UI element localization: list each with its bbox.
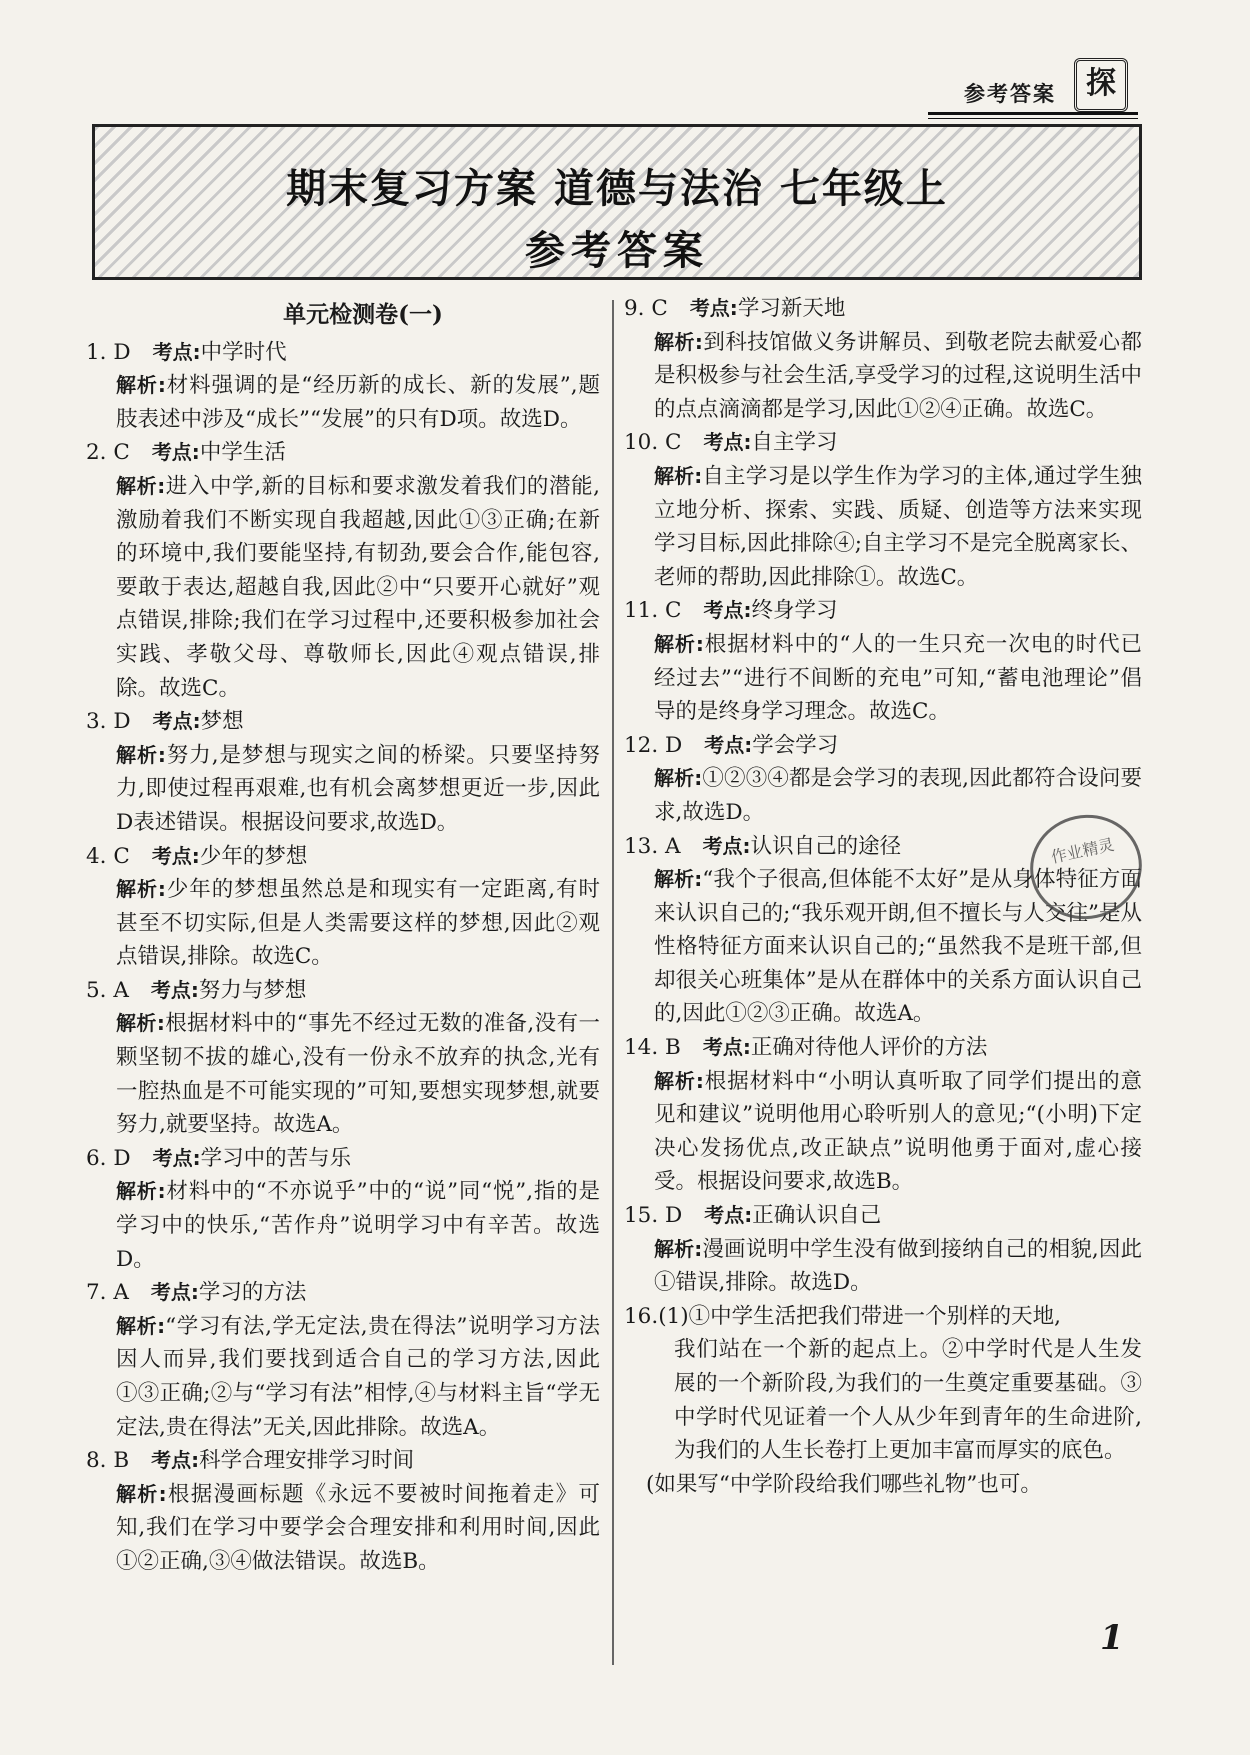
answer-head: [624, 1199, 1142, 1233]
answer-topic: 少年的梦想: [199, 843, 308, 869]
answer-number: 16.: [624, 1303, 659, 1329]
jiexi-label: 解析:: [654, 1236, 703, 1261]
title-banner: [92, 124, 1142, 280]
answer-explanation: [116, 1175, 600, 1276]
header-rule: [928, 112, 1138, 115]
answer-note: (如果写“中学阶段给我们哪些礼物”也可。: [646, 1471, 1042, 1497]
explanation-text: “学习有法,学无定法,贵在得法”说明学习方法因人而异,我们要找到适合自己的学习方法,因此①③正确;②与“学习有法”相悖,④与材料主旨“学无定法,贵在得法”无关,因此排除。故选A。: [116, 1313, 601, 1440]
answer-explanation: [654, 460, 1142, 594]
answer-topic: 学习中的苦与乐: [200, 1145, 352, 1171]
kaodian-label: 考点:: [152, 709, 201, 734]
answer-head: [624, 1031, 1142, 1065]
answer-topic: 学习的方法: [198, 1280, 307, 1306]
kaodian-label: 考点:: [703, 430, 752, 455]
answer-explanation: [116, 739, 600, 840]
answer-number: 6. D: [86, 1145, 131, 1171]
kaodian-label: 考点:: [689, 296, 738, 320]
answer-item: [624, 594, 1142, 728]
answer-part-first: (1)①中学生活把我们带进一个别样的天地,: [658, 1303, 1061, 1329]
jiexi-label: 解析:: [116, 742, 166, 767]
answer-explanation: [654, 1065, 1142, 1199]
answer-explanation: [654, 326, 1142, 427]
answer-item: [86, 436, 600, 705]
answer-topic: 中学生活: [199, 440, 286, 466]
stamp-text: 作业精灵: [1049, 834, 1116, 867]
banner-title: 期末复习方案 道德与法治 七年级上: [286, 166, 948, 212]
answer-head: [86, 974, 600, 1008]
answer-explanation: [116, 873, 600, 974]
answer-head: [86, 1276, 600, 1310]
kaodian-label: 考点:: [151, 843, 200, 868]
brand-logo: 探: [1074, 58, 1128, 112]
explanation-text: 根据材料中“小明认真听取了同学们提出的意见和建议”说明他用心聆听别人的意见;“(小明)下定决心发扬优点,改正缺点”说明他勇于面对,虚心接受。根据设问要求,故选B。: [654, 1068, 1143, 1195]
answer-topic: 学习新天地: [737, 296, 846, 321]
jiexi-label: 解析:: [654, 1068, 704, 1093]
answer-number: 12. D: [624, 732, 683, 758]
answer-explanation: [116, 1310, 600, 1444]
answer-item: [86, 705, 600, 839]
jiexi-label: 解析:: [654, 329, 703, 354]
answer-item: [86, 840, 600, 974]
answer-topic: 认识自己的途径: [750, 833, 902, 859]
kaodian-label: 考点:: [152, 1145, 201, 1170]
answer-item: [624, 426, 1142, 594]
answer-item: [86, 1276, 600, 1444]
explanation-text: 努力,是梦想与现实之间的桥梁。只要坚持努力,即使过程再艰难,也有机会离梦想更近一步,因此D表述错误。根据设问要求,故选D。: [116, 742, 601, 835]
answer-topic: 努力与梦想: [198, 977, 307, 1003]
answer-explanation: [654, 628, 1142, 729]
kaodian-label: 考点:: [704, 732, 753, 757]
jiexi-label: 解析:: [116, 1011, 165, 1036]
answer-number: 7. A: [86, 1280, 129, 1306]
section-title: 单元检测卷(一): [283, 301, 443, 328]
answer-number: 13. A: [624, 833, 681, 859]
answer-topic: 科学合理安排学习时间: [199, 1448, 415, 1474]
answer-topic: 梦想: [200, 709, 244, 735]
answer-number: 8. B: [86, 1448, 130, 1474]
answer-head: [624, 594, 1142, 628]
jiexi-label: 解析:: [654, 867, 703, 892]
kaodian-label: 考点:: [703, 598, 752, 623]
column-divider: [612, 300, 614, 1665]
answer-number: 11. C: [624, 598, 682, 624]
explanation-text: 根据材料中的“事先不经过无数的准备,没有一颗坚韧不拔的雄心,没有一份永不放弃的执念,光有一腔热血是不可能实现的”可知,要想实现梦想,就要努力,就要坚持。故选A。: [116, 1011, 601, 1138]
explanation-text: 根据材料中的“人的一生只充一次电的时代已经过去”“进行不间断的充电”可知,“蓄电池理论”倡导的是终身学习理念。故选C。: [654, 631, 1143, 725]
answer-number: 1. D: [86, 339, 131, 365]
jiexi-label: 解析:: [654, 631, 704, 656]
answer-list-left: [86, 336, 600, 1579]
explanation-text: 自主学习是以学生作为学习的主体,通过学生独立地分析、探索、实践、质疑、创造等方法来实现学习目标,因此排除④;自主学习不是完全脱离家长、老师的帮助,因此排除①。故选C。: [654, 463, 1142, 590]
answer-topic: 正确对待他人评价的方法: [750, 1035, 988, 1061]
answer-head: [86, 336, 600, 370]
answer-item: [86, 974, 600, 1142]
explanation-text: 漫画说明中学生没有做到接纳自己的相貌,因此①错误,排除。故选D。: [654, 1236, 1142, 1296]
jiexi-label: 解析:: [116, 373, 166, 398]
answer-number: 15. D: [624, 1203, 683, 1229]
explanation-text: 进入中学,新的目标和要求激发着我们的潜能,激励着我们不断实现自我超越,因此①③正确;在新的环境中,我们要能坚持,有韧劲,要会合作,能包容,要敢于表达,超越自我,因此②中“只要开心就好”观点错误,排除;我们在学习过程中,还要积极参加社会实践、孝敬父母、尊敬师长,因此④观点错误,排除。故选C。: [116, 473, 600, 701]
answer-item: [624, 292, 1142, 426]
jiexi-label: 解析:: [116, 1481, 167, 1506]
kaodian-label: 考点:: [151, 1448, 200, 1473]
jiexi-label: 解析:: [116, 473, 166, 498]
explanation-text: 材料中的“不亦说乎”中的“说”同“悦”,指的是学习中的快乐,“苦作舟”说明学习中有辛苦。故选D。: [116, 1179, 600, 1272]
answer-list-right: [624, 292, 1142, 1300]
kaodian-label: 考点:: [702, 1035, 751, 1060]
answer-part-rest: 我们站在一个新的起点上。②中学时代是人生发展的一个新阶段,为我们的一生奠定重要基础。③中学时代见证着一个人从少年到青年的生命进阶,为我们的人生长卷打上更加丰富而厚实的底色。: [674, 1337, 1142, 1464]
answer-topic: 正确认识自己: [752, 1203, 882, 1229]
header-rule-thin: [928, 118, 1138, 119]
answer-head: [624, 292, 1142, 326]
answer-head: [86, 1444, 600, 1478]
answer-head: [86, 840, 600, 874]
kaodian-label: 考点:: [151, 440, 200, 465]
answer-number: 5. A: [86, 977, 129, 1003]
kaodian-label: 考点:: [152, 339, 201, 364]
kaodian-label: 考点:: [150, 977, 199, 1002]
left-column: [86, 292, 600, 1579]
jiexi-label: 解析:: [116, 877, 166, 902]
answer-explanation: [116, 470, 600, 705]
answer-number: 2. C: [86, 440, 130, 466]
explanation-text: 少年的梦想虽然总是和现实有一定距离,有时甚至不切实际,但是人类需要这样的梦想,因此②观点错误,排除。故选C。: [116, 877, 601, 970]
answer-number: 14. B: [624, 1035, 681, 1061]
jiexi-label: 解析:: [654, 766, 703, 791]
page-number: 1: [1100, 1618, 1124, 1658]
answer-topic: 学会学习: [752, 732, 839, 758]
answer-item: [86, 1142, 600, 1276]
answer-explanation: [116, 1007, 600, 1141]
answer-item: [624, 1031, 1142, 1199]
answer-item-16: [624, 1300, 1142, 1502]
answer-head: [624, 729, 1142, 763]
jiexi-label: 解析:: [116, 1313, 166, 1338]
answer-number: 4. C: [86, 843, 130, 869]
answer-head: [86, 1142, 600, 1176]
explanation-text: “我个子很高,但体能不太好”是从身体特征方面来认识自己的;“我乐观开朗,但不擅长与人交往”是从性格特征方面来认识自己的;“虽然我不是班干部,但却很关心班集体”是从在群体中的关系方面认识自己的,因此①②③正确。故选A。: [654, 867, 1142, 1027]
explanation-text: 到科技馆做义务讲解员、到敬老院去献爱心都是积极参与社会生活,享受学习的过程,这说明生活中的点点滴滴都是学习,因此①②④正确。故选C。: [654, 329, 1142, 422]
answer-topic: 自主学习: [751, 430, 838, 456]
banner-subtitle: 参考答案: [525, 228, 709, 274]
answer-explanation: [116, 1478, 600, 1579]
answer-topic: 中学时代: [200, 339, 287, 365]
answer-number: 3. D: [86, 709, 131, 735]
answer-explanation: [116, 369, 600, 436]
kaodian-label: 考点:: [702, 833, 751, 858]
answer-number: 10. C: [624, 430, 682, 456]
answer-item: [624, 1199, 1142, 1300]
answer-item: [624, 729, 1142, 830]
answer-head: [624, 426, 1142, 460]
kaodian-label: 考点:: [150, 1280, 199, 1305]
answer-head: [86, 705, 600, 739]
kaodian-label: 考点:: [704, 1203, 753, 1228]
answer-head: [86, 436, 600, 470]
jiexi-label: 解析:: [116, 1179, 166, 1204]
explanation-text: 根据漫画标题《永远不要被时间拖着走》可知,我们在学习中要学会合理安排和利用时间,因此①②正确,③④做法错误。故选B。: [116, 1481, 600, 1574]
answer-item: [86, 1444, 600, 1578]
answer-item: [86, 336, 600, 437]
explanation-text: 材料强调的是“经历新的成长、新的发展”,题肢表述中涉及“成长”“发展”的只有D项。故选D。: [116, 373, 601, 432]
answer-topic: 终身学习: [751, 598, 838, 624]
answer-explanation: [654, 1233, 1142, 1300]
answer-number: 9. C: [624, 296, 668, 321]
header-label: 参考答案: [964, 81, 1056, 106]
jiexi-label: 解析:: [654, 463, 703, 488]
explanation-text: ①②③④都是会学习的表现,因此都符合设问要求,故选D。: [654, 766, 1142, 825]
